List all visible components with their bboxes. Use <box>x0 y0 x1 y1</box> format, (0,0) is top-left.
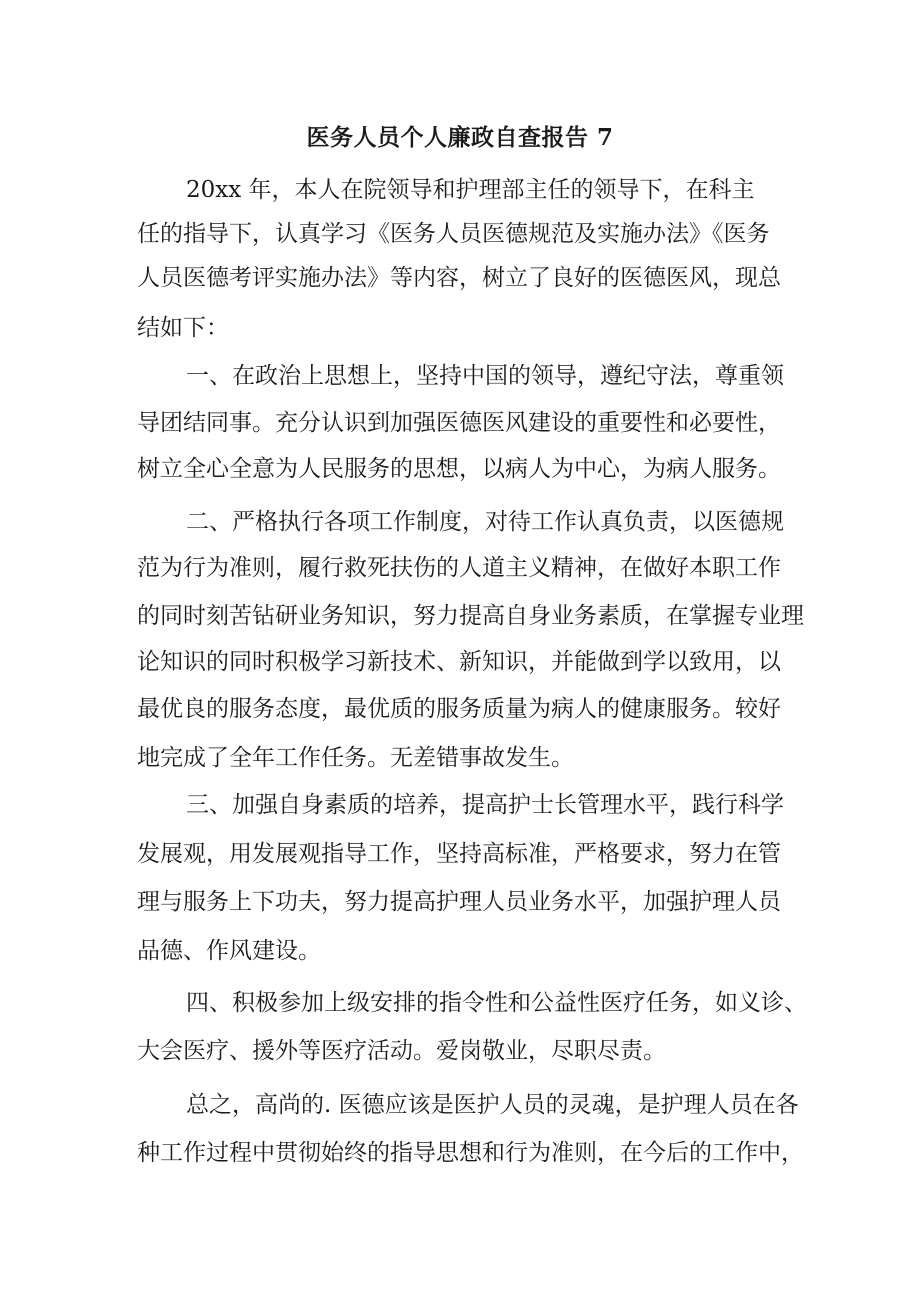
paragraph-line: 一、在政治上思想上，坚持中国的领导，遵纪守法，尊重领 <box>186 363 784 389</box>
paragraph-line: 的同时刻苦钻研业务知识，努力提高自身业务素质，在掌握专业理 <box>137 603 804 629</box>
paragraph-line: 总之，高尚的. 医德应该是医护人员的灵魂，是护理人员在各 <box>186 1092 799 1118</box>
paragraph-line: 论知识的同时积极学习新技术、新知识，并能做到学以致用，以 <box>137 649 781 675</box>
paragraph-line: 种工作过程中贯彻始终的指导思想和行为准则，在今后的工作中， <box>137 1140 804 1166</box>
paragraph-line: 人员医德考评实施办法》等内容，树立了良好的医德医风，现总 <box>137 265 781 291</box>
paragraph-line: 四、积极参加上级安排的指令性和公益性医疗任务，如义诊、 <box>186 990 807 1016</box>
paragraph-line: 最优良的服务态度，最优质的服务质量为病人的健康服务。较好 <box>137 696 781 722</box>
paragraph-line: 三、加强自身素质的培养，提高护士长管理水平，践行科学 <box>186 792 784 818</box>
paragraph-line: 地完成了全年工作任务。无差错事故发生。 <box>137 745 574 771</box>
paragraph-line: 范为行为准则，履行救死扶伤的人道主义精神，在做好本职工作 <box>137 555 781 581</box>
paragraph-line: 发展观，用发展观指导工作，坚持高标准，严格要求，努力在管 <box>137 841 781 867</box>
paragraph-line: 20xx 年，本人在院领导和护理部主任的领导下，在科主 <box>186 177 755 203</box>
paragraph-line: 树立全心全意为人民服务的思想，以病人为中心，为病人服务。 <box>137 456 781 482</box>
paragraph-line: 品德、作风建设。 <box>137 938 321 964</box>
paragraph-line: 结如下： <box>137 315 229 341</box>
paragraph-line: 二、严格执行各项工作制度，对待工作认真负责，以医德规 <box>186 509 784 535</box>
paragraph-line: 任的指导下，认真学习《医务人员医德规范及实施办法》《医务 <box>137 221 770 247</box>
paragraph-line: 大会医疗、援外等医疗活动。爱岗敬业，尽职尽责。 <box>137 1038 666 1064</box>
paragraph-line: 导团结同事。充分认识到加强医德医风建设的重要性和必要性， <box>137 410 781 436</box>
paragraph-line: 理与服务上下功夫，努力提高护理人员业务水平，加强护理人员 <box>137 889 781 915</box>
document-title: 医务人员个人廉政自查报告 7 <box>306 124 614 151</box>
